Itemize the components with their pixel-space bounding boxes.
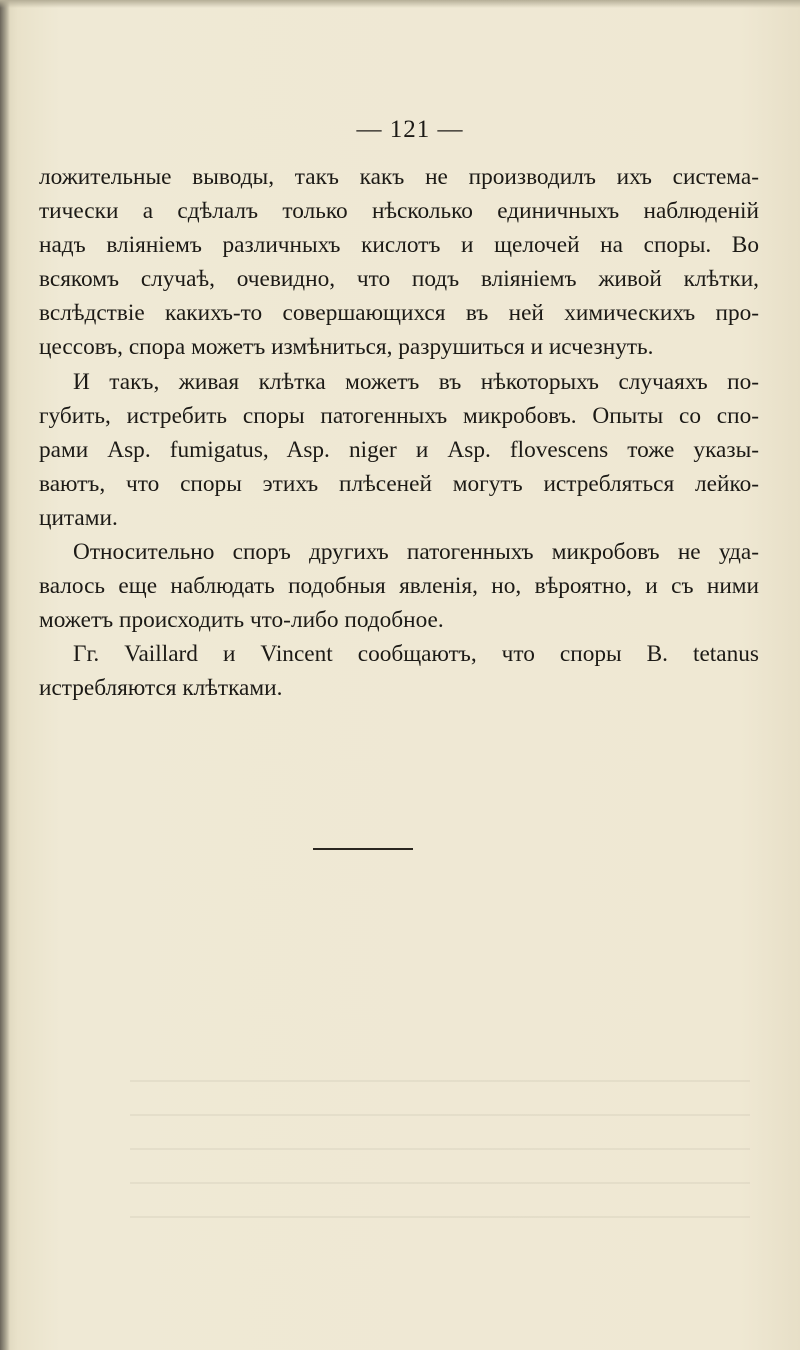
text-line: всякомъ случаѣ, очевидно, что подъ вліяніемъ живой клѣтки,	[39, 266, 759, 293]
text-line: И такъ, живая клѣтка можетъ въ нѣкоторыхъ случаяхъ по-	[73, 368, 759, 395]
text-line: губить, истребить споры патогенныхъ микробовъ. Опыты со спо-	[39, 402, 759, 429]
page-top-edge	[0, 0, 800, 8]
text-line: истребляются клѣтками.	[39, 675, 283, 702]
body-text	[39, 160, 759, 706]
text-line: Относительно споръ другихъ патогенныхъ микробовъ не уда-	[73, 539, 759, 566]
section-divider-rule	[313, 848, 413, 850]
text-line: Гг. Vaillard и Vincent сообщаютъ, что споры B. tetanus	[73, 641, 759, 668]
text-line: цессовъ, спора можетъ измѣниться, разрушиться и исчезнуть.	[39, 334, 654, 361]
text-line: ваютъ, что споры этихъ плѣсеней могутъ истребляться лейко-	[39, 470, 759, 497]
text-line: надъ вліяніемъ различныхъ кислотъ и щелочей на споры. Во	[39, 232, 759, 259]
page-number: — 121 —	[356, 116, 464, 143]
paper-show-through	[130, 1080, 750, 1240]
text-line: вслѣдствіе какихъ-то совершающихся въ ней химическихъ про-	[39, 300, 759, 327]
text-line: цитами.	[39, 504, 118, 531]
text-line: ложительные выводы, такъ какъ не производилъ ихъ система-	[39, 164, 759, 190]
text-line: тически а сдѣлалъ только нѣсколько единичныхъ наблюденій	[39, 198, 759, 225]
binding-edge	[0, 0, 10, 1350]
text-line: рами Asp. fumigatus, Asp. niger и Asp. flovescens тоже указы-	[39, 436, 759, 463]
text-line: можетъ происходить что-либо подобное.	[39, 607, 444, 634]
text-line: валось еще наблюдать подобныя явленія, но, вѣроятно, и съ ними	[39, 573, 759, 600]
